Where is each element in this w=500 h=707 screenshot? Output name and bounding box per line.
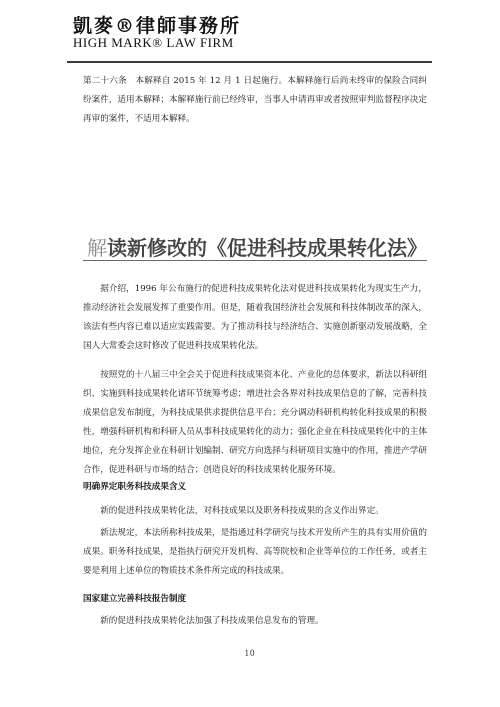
heading-first-char: 解 — [87, 236, 107, 260]
body-paragraph-1: 据介绍，1996 年公布施行的促进科技成果转化法对促进科技成果转化为现实生产力，推动经济社会发展发挥了重要作用。但是，随着我国经济社会发展和科技体制改革的深入，该法有些内容已难以适应实践需要。为了推动科技与经济结合、实施创新驱动发展战略，全国人大常委会这时修改了促进科技成果转化法。 — [83, 284, 427, 351]
section-heading-block — [83, 229, 427, 269]
body-paragraph-2: 按照党的十八届三中全会关于促进科技成果资本化、产业化的总体要求，新法以科研组织、实施到科技成果转化诸环节统筹考虑；增进社会各界对科技成果信息的了解，完善科技成果信息发布制度，为科技成果供求提供信息平台；充分调动科研机构转化科技成果的积极性，增强科研机构和科研人员从事科技成果转化的动力；强化企业在科技成果转化中的主体地位，充分发挥企业在科研计划编制、研究方向选择与科研项目实施中的作用，推进产学研合作，促进科研与市场的结合；创造良好的科技成果转化服务环境。 — [83, 370, 427, 475]
firm-name-chinese: 凱麥®律師事務所 — [73, 15, 242, 37]
subheading-report-system: 国家建立完善科技报告制度 — [83, 594, 187, 604]
header-divider — [67, 61, 432, 63]
article-26-paragraph: 第二十六条 本解释自 2015 年 12 月 1 日起施行。本解释施行后尚未终审的保险合同纠纷案件，适用本解释；本解释施行前已经终审，当事人申请再审或者按照审判监督程序决定再审的案件，不适用本解释。 — [83, 76, 427, 124]
section-heading — [87, 232, 427, 261]
firm-name-english: HIGH MARK® LAW FIRM — [73, 35, 234, 50]
subheading-job-results: 明确界定职务科技成果含义 — [83, 482, 187, 492]
body-paragraph-5: 新的促进科技成果转化法加强了科技成果信息发布的管理。 — [100, 616, 324, 626]
heading-rest: 读新修改的《促进科技成果转化法》 — [107, 236, 427, 260]
heading-underline — [83, 260, 427, 261]
page-number: 10 — [244, 648, 256, 658]
body-paragraph-4: 新法规定，本法所称科技成果，是指通过科学研究与技术开发所产生的具有实用价值的成果。职务科技成果，是指执行研究开发机构、高等院校和企业等单位的工作任务，或者主要是利用上述单位的物质技术条件所完成的科技成果。 — [83, 528, 427, 576]
body-paragraph-3: 新的促进科技成果转化法，对科技成果以及职务科技成果的含义作出界定。 — [100, 506, 384, 516]
